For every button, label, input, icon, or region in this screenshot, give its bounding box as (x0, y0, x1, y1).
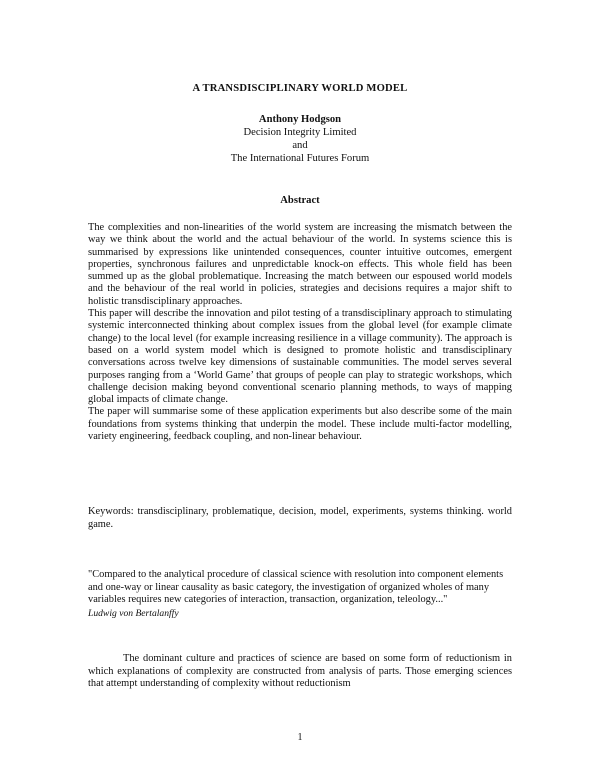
body-text (88, 653, 512, 691)
body-paragraph: The dominant culture and practices of science are based on some form of reductionism in which explanations of complexity are constructed from analysis of parts. Those emerging sciences that attempt understanding of complexity without reductionism (88, 653, 512, 689)
abstract-paragraph-3: The paper will summarise some of these application experiments but also describe some of the main foundations from systems thinking that underpin the model. These include multi-factor modelling, variety engineering, feedback coupling, and non-linear behaviour. (88, 406, 512, 443)
affiliation-conjunction: and (292, 140, 308, 151)
author-block (88, 113, 512, 165)
quote-attribution: Ludwig von Bertalanffy (88, 607, 179, 619)
abstract-heading: Abstract (280, 195, 320, 206)
abstract-paragraph-2: This paper will describe the innovation and pilot testing of a transdisciplinary approach to stimulating systemic interconnected thinking about complex issues from the global level (for example climate change) to the local level (for example increasing resilience in a village community). The approach is based on a world system model which is designed to promote holistic and transdisciplinary conversations across twelve key dimensions of sustainable communities. The model serves several purposes ranging from a ‘World Game’ that groups of people can play to strategic workshops, which challenge decision making beyond conventional scenario planning methods, to ways of mapping global impacts of climate change. (88, 308, 512, 406)
abstract-paragraph-1: The complexities and non-linearities of the world system are increasing the mismatch between the way we think about the world and the actual behaviour of the world. In systems science this is summarised by expressions like unintended consequences, counter intuitive outcomes, emergent properties, synchronous failures and unpredictable knock-on effects. This whole field has been summed up as the global problematique. Increasing the match between our espoused world models and the behaviour of the real world in policies, strategies and decisions requires a major shift to holistic transdisciplinary approaches. (88, 222, 512, 307)
paper-title: A TRANSDISCIPLINARY WORLD MODEL (192, 83, 408, 94)
abstract-body (88, 222, 512, 443)
affiliation-2: The International Futures Forum (230, 153, 370, 164)
affiliation-1: Decision Integrity Limited (243, 127, 357, 138)
author-name: Anthony Hodgson (258, 114, 342, 125)
keywords: Keywords: transdisciplinary, problematique, decision, model, experiments, systems thinking. world game. (88, 506, 512, 530)
page-number: 1 (297, 732, 303, 743)
quote-text: "Compared to the analytical procedure of classical science with resolution into component elements and one-way or linear causality as basic category, the investigation of organized wholes of many variables requires new categories of interaction, transaction, organization, teleology..." (88, 569, 504, 605)
epigraph-quote (88, 569, 512, 620)
